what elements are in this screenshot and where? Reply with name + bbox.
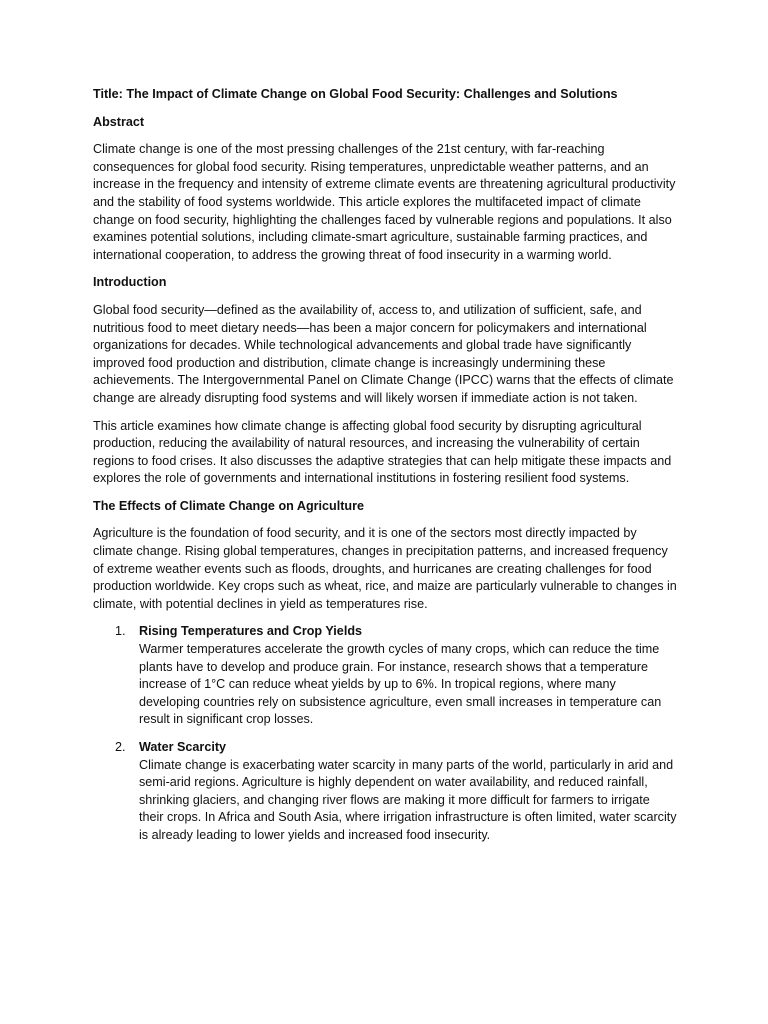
list-item (93, 739, 677, 845)
effects-list (93, 623, 677, 844)
list-item-body: Warmer temperatures accelerate the growth cycles of many crops, which can reduce the time plants have to develop and produce grain. For instance, research shows that a temperature increase of 1°C can reduce wheat yields by up to 6%. In tropical regions, where many developing countries rely on subsistence agriculture, even small increases in temperature can result in significant crop losses. (139, 642, 662, 727)
introduction-heading: Introduction (93, 275, 167, 290)
abstract-paragraph: Climate change is one of the most pressing challenges of the 21st century, with far-reaching consequences for global food security. Rising temperatures, unpredictable weather patterns, and an increase in the frequency and intensity of extreme climate events are threatening agricultural productivity and the stability of food systems worldwide. This article explores the multifaceted impact of climate change on food security, highlighting the challenges faced by vulnerable regions and populations. It also examines potential solutions, including climate-smart agriculture, sustainable farming practices, and international cooperation, to address the growing threat of food insecurity in a warming world. (93, 142, 676, 262)
effects-paragraph: Agriculture is the foundation of food security, and it is one of the sectors most directly impacted by climate change. Rising global temperatures, changes in precipitation patterns, and increased frequency of extreme weather events such as floods, droughts, and hurricanes are creating challenges for food production worldwide. Key crops such as wheat, rice, and maize are particularly vulnerable to changes in climate, with potential declines in yield as temperatures rise. (93, 526, 677, 611)
introduction-paragraph-2: This article examines how climate change is affecting global food security by disrupting agricultural production, reducing the availability of natural resources, and increasing the vulnerability of certain regions to food crises. It also discusses the adaptive strategies that can help mitigate these impacts and explores the role of governments and international institutions in fostering resilient food systems. (93, 418, 672, 486)
abstract-heading: Abstract (93, 114, 145, 129)
list-item-title: Rising Temperatures and Crop Yields (139, 624, 363, 639)
list-item-title: Water Scarcity (139, 740, 227, 754)
effects-heading: The Effects of Climate Change on Agriculture (93, 498, 365, 513)
list-item-body: Climate change is exacerbating water scarcity in many parts of the world, particularly in arid and semi-arid regions. Agriculture is highly dependent on water availability, and reduced rainfall, shrinking glaciers, and changing river flows are making it more difficult for farmers to irrigate their crops. In Africa and South Asia, where irrigation infrastructure is often limited, water scarcity is already leading to lower yields and increased food insecurity. (139, 757, 677, 842)
document-title: Title: The Impact of Climate Change on Global Food Security: Challenges and Solutions (93, 87, 618, 101)
list-item (93, 623, 677, 729)
list-item-number: 2. (115, 740, 126, 754)
introduction-paragraph-1: Global food security—defined as the availability of, access to, and utilization of sufficient, safe, and nutritious food to meet dietary needs—has been a major concern for policymakers and international organizations for decades. While technological advancements and global trade have significantly improved food production and distribution, climate change is increasingly undermining these achievements. The Intergovernmental Panel on Climate Change (IPCC) warns that the effects of climate change are already disrupting food systems and will likely worsen if immediate action is not taken. (93, 302, 674, 405)
list-item-number: 1. (115, 624, 126, 639)
document-page (93, 86, 677, 855)
